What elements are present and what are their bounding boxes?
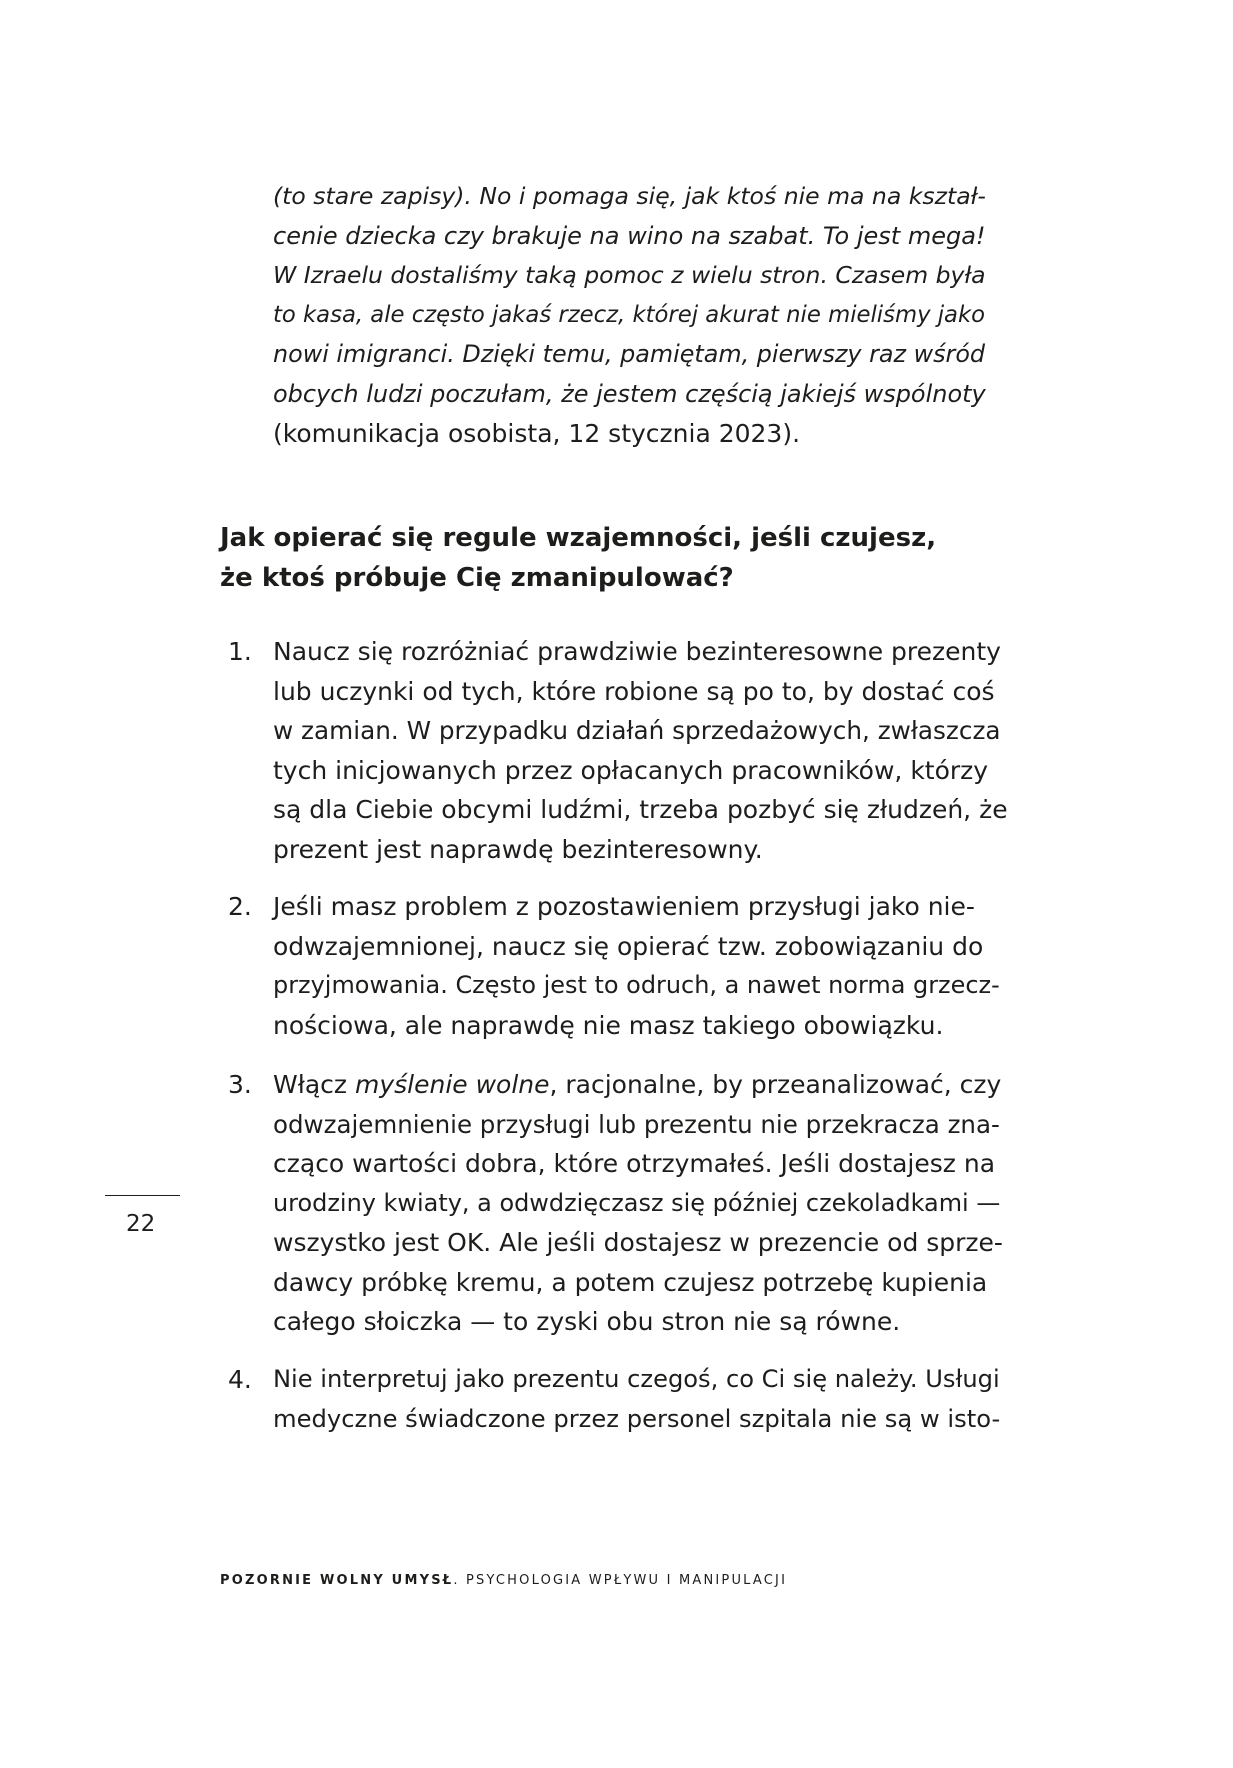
section-heading-line-2: że ktoś próbuje Cię zmanipulować? xyxy=(220,563,734,593)
list-item-text: Włącz xyxy=(273,1070,355,1099)
list-item-line: prezent jest naprawdę bezinteresowny. xyxy=(273,834,763,864)
footer-book-title: POZORNIE WOLNY UMYSŁ xyxy=(220,1573,454,1588)
list-item-line: Jeśli masz problem z pozostawieniem przysługi jako nie- xyxy=(273,892,975,921)
quote-line: to kasa, ale często jakaś rzecz, której akurat nie mieliśmy jako xyxy=(273,301,986,328)
footer-subtitle: PSYCHOLOGIA WPŁYWU I MANIPULACJI xyxy=(465,1573,788,1588)
list-item-text: , racjonalne, by przeanalizować, czy xyxy=(549,1070,1002,1099)
page-number: 22 xyxy=(126,1211,156,1237)
quote-line: cenie dziecka czy brakuje na wino na szabat. To jest mega! xyxy=(273,221,986,250)
list-item-body xyxy=(273,887,1008,1045)
list-item-line: są dla Ciebie obcymi ludźmi, trzeba pozbyć się złudzeń, że xyxy=(273,795,1008,824)
quote-line: obcych ludzi poczułam, że jestem częścią jakiejś wspólnoty xyxy=(273,379,986,408)
list-number: 1. xyxy=(228,637,252,666)
list-number: 2. xyxy=(228,892,252,921)
list-item-line: urodziny kwiaty, a odwdzięczasz się później czekoladkami — xyxy=(273,1188,1001,1217)
list-item-line: w zamian. W przypadku działań sprzedażowych, zwłaszcza xyxy=(273,716,1001,745)
quote-line: nowi imigranci. Dzięki temu, pamiętam, pierwszy raz wśród xyxy=(273,340,986,368)
list-item-line: Naucz się rozróżniać prawdziwie bezinteresowne prezenty xyxy=(273,637,1001,666)
list-item-line: nościowa, ale naprawdę nie masz takiego obowiązku. xyxy=(273,1010,944,1040)
list-number: 4. xyxy=(228,1365,252,1394)
list-item-line: odwzajemnienie przysługi lub prezentu nie przekracza zna- xyxy=(273,1109,1000,1139)
running-footer xyxy=(220,1573,787,1589)
list-item-line xyxy=(273,1065,1008,1105)
quote-block xyxy=(273,177,993,454)
list-item-line: dawcy próbkę kremu, a potem czujesz potrzebę kupienia xyxy=(273,1267,988,1297)
section-heading-line-1: Jak opierać się regule wzajemności, jeśli czujesz, xyxy=(220,523,937,553)
quote-citation: (komunikacja osobista, 12 stycznia 2023). xyxy=(273,419,801,448)
list-item-line: tych inicjowanych przez opłacanych pracowników, którzy xyxy=(273,755,989,785)
list-item-line: przyjmowania. Często jest to odruch, a nawet norma grzecz- xyxy=(273,971,1000,999)
list-item-line: całego słoiczka — to zyski obu stron nie są równe. xyxy=(273,1307,901,1336)
list-item-line: wszystko jest OK. Ale jeśli dostajesz w prezencie od sprze- xyxy=(273,1228,1003,1257)
list-item-line: cząco wartości dobra, które otrzymałeś. Jeśli dostajesz na xyxy=(273,1149,996,1178)
footer-separator: . xyxy=(453,1573,466,1588)
list-item-line: lub uczynki od tych, które robione są po to, by dostać coś xyxy=(273,676,995,706)
list-item-line: odwzajemnionej, naucz się opierać tzw. zobowiązaniu do xyxy=(273,931,984,961)
list-number: 3. xyxy=(228,1070,252,1099)
quote-line: (to stare zapisy). No i pomaga się, jak ktoś nie ma na kształ- xyxy=(273,182,986,210)
section-heading xyxy=(220,518,1020,598)
list-item-body xyxy=(273,632,1008,869)
list-item-body xyxy=(273,1065,1008,1342)
list-item-line: Nie interpretuj jako prezentu czegoś, co Ci się należy. Usługi xyxy=(273,1365,1000,1393)
list-item-line: medyczne świadczone przez personel szpitala nie są w isto- xyxy=(273,1404,1001,1433)
quote-line: W Izraelu dostaliśmy taką pomoc z wielu stron. Czasem była xyxy=(273,261,986,289)
page-number-rule xyxy=(105,1195,180,1196)
list-item-body xyxy=(273,1360,1008,1439)
list-item-emphasis: myślenie wolne xyxy=(354,1070,550,1099)
